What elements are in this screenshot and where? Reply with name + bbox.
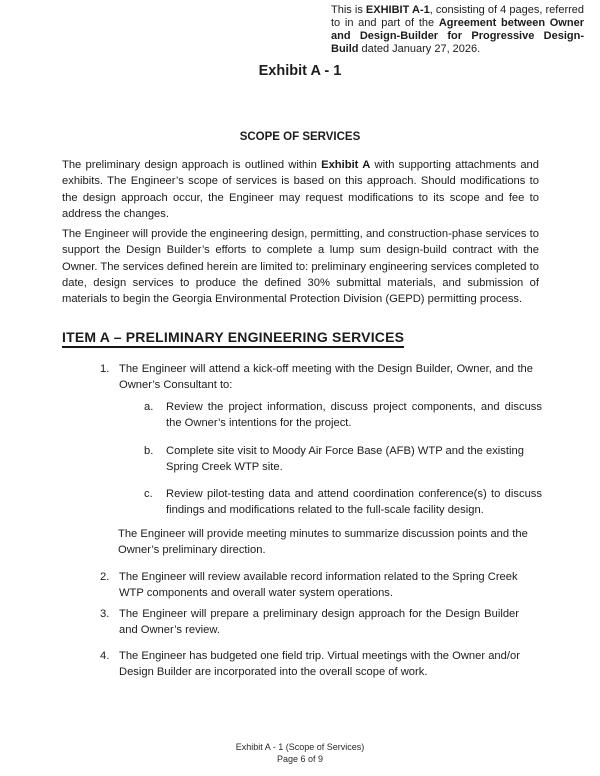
list-item-1-number: 1. [100,363,110,375]
sub-item-b [144,443,546,475]
list-item-4-text: The Engineer has budgeted one field trip. Virtual meetings with the Owner and/or Design Builder are incorporated into the overall scope of work. [119,650,520,678]
note-text-1: This is [331,4,366,16]
sub-item-c [144,486,542,518]
sub-item-a [144,399,542,431]
list-item-4-number: 4. [100,650,110,662]
meeting-minutes-note: The Engineer will provide meeting minutes to summarize discussion points and the Owner’s preliminary direction. [118,528,528,556]
exhibit-reference-note [331,4,584,56]
exhibit-title: Exhibit A - 1 [258,63,342,79]
sub-item-b-text: Complete site visit to Moody Air Force Base (AFB) WTP and the existing Spring Creek WTP site. [166,445,524,473]
list-item-3 [100,606,519,638]
note-exhibit-ref: EXHIBIT A-1 [365,4,430,16]
scope-of-services-heading: SCOPE OF SERVICES [239,131,361,143]
list-item-3-number: 3. [100,608,110,620]
intro-text-2: with supporting attachments and exhibits. The Engineer’s scope of services is based on this approach. Should modifications to the design approach occur, the Engineer may request modifications to its scope and fee to address the changes. [62,159,539,220]
list-item-1-text: The Engineer will attend a kick-off meeting with the Design Builder, Owner, and the Owner’s Consultant to: [119,363,533,391]
sub-item-b-letter: b. [144,445,154,457]
sub-item-c-letter: c. [144,488,153,500]
list-item-4 [100,648,556,680]
note-text-3: dated January 27, 2026. [358,43,481,55]
footer-exhibit-label: Exhibit A - 1 (Scope of Services) [235,742,365,752]
intro-paragraph [62,157,539,222]
item-a-heading-text: ITEM A – PRELIMINARY ENGINEERING SERVICES [62,329,404,348]
intro-exhibit-a-bold: Exhibit A [321,159,371,171]
services-paragraph: The Engineer will provide the engineering design, permitting, and construction-phase services to support the Design Builder’s efforts to complete a lump sum design-build contract with the Owner. The services defined herein are limited to: preliminary engineering services completed to date, design services to produce the defined 30% submittal materials, and submission of materials to begin the Georgia Environmental Protection Division (GEPD) permitting process. [62,228,539,306]
list-item-1 [100,361,533,393]
list-item-2 [100,569,520,601]
list-item-3-text: The Engineer will prepare a preliminary design approach for the Design Builder and Owner’s review. [119,608,519,636]
sub-item-a-letter: a. [144,401,154,413]
item-a-heading [62,329,404,348]
page-footer [0,742,600,765]
footer-page-number: Page 6 of 9 [276,753,324,764]
list-item-2-number: 2. [100,571,110,583]
note-text-2: , consisting of 4 pages, referred to in and part of the [331,4,585,29]
sub-item-c-text: Review pilot-testing data and attend coordination conference(s) to discuss findings and modifications related to the full-scale facility design. [166,488,542,516]
note-agreement-ref: Agreement between Owner and Design-Builder for Progressive Design-Build [331,17,584,55]
list-item-2-text: The Engineer will review available record information related to the Spring Creek WTP components and overall water system operations. [119,571,518,599]
intro-text-1: The preliminary design approach is outlined within [62,159,322,171]
sub-item-a-text: Review the project information, discuss project components, and discuss the Owner’s intentions for the project. [166,401,542,429]
